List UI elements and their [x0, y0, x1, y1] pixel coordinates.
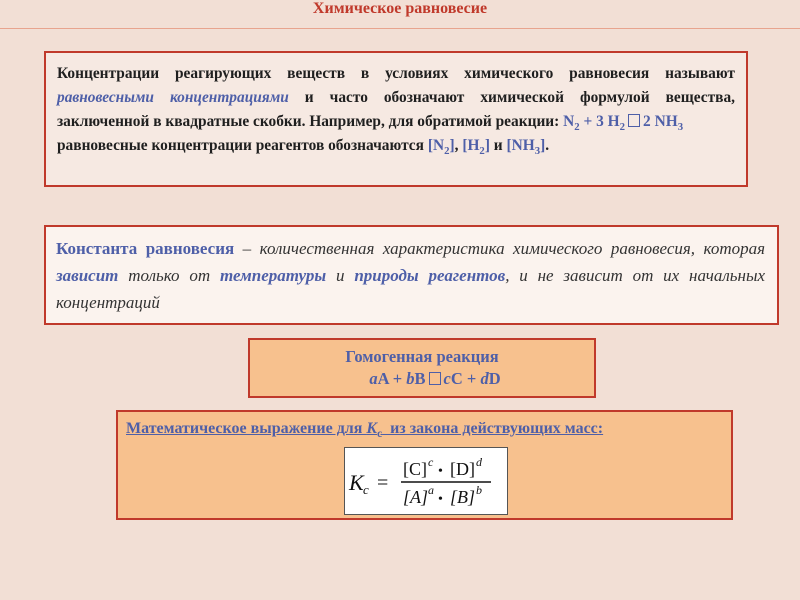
mass-action-heading: Математическое выражение для $K_c$ из закона действующих масс:	[126, 420, 604, 440]
equilibrium-constant-formula	[344, 447, 508, 515]
temperature-word: температуры	[219, 266, 327, 285]
equilibrium-constant-definition-box	[44, 225, 779, 325]
general-reaction-equation: aA + bB cC + dD	[369, 369, 501, 388]
slide-title: Химическое равновесие	[312, 0, 488, 17]
equilibrium-arrow-icon	[628, 114, 640, 127]
box1-text-part1: Концентрации реагирующих веществ в условиях химического равновесия называют	[57, 65, 735, 82]
formula-nh: 2 NH	[643, 113, 678, 130]
formula-n: N	[563, 113, 575, 130]
reversible-reaction-formula	[563, 113, 684, 133]
period: .	[545, 137, 550, 154]
numerator-c-exp: c	[428, 455, 434, 469]
conjunction: и	[489, 137, 507, 154]
separator: ,	[454, 137, 463, 154]
denominator-dot: •	[438, 492, 443, 507]
mass-action-law-box	[116, 410, 733, 520]
concentration-nh3: $[NH_3]$	[506, 137, 546, 157]
denominator-b-exp: b	[476, 483, 482, 497]
box1-text-part3: равновесные концентрации реагентов обозначаются	[57, 137, 428, 154]
only-from-text: только от	[118, 266, 220, 285]
equilibrium-concentrations-box	[44, 51, 748, 187]
and-word: и	[326, 266, 355, 285]
concentration-h2: $[H_2]$	[462, 137, 490, 157]
denominator-a-exp: a	[428, 483, 434, 497]
numerator-d-exp: d	[476, 455, 482, 469]
homogeneous-reaction-box	[248, 338, 596, 398]
equilibrium-concentrations-term: равновесными концентрациями	[57, 89, 289, 106]
formula-n-sub: 2	[574, 120, 580, 133]
numerator-dot: •	[438, 464, 443, 479]
equilibrium-constant-term: Константа равновесия	[56, 239, 235, 258]
reagents-nature-word: природы реагентов	[354, 266, 506, 285]
formula-k-sub: c	[363, 482, 369, 497]
definition-text: – количественная характеристика химического равновесия, которая	[234, 239, 765, 258]
box1-text-part2: и часто обозначают химической формулой вещества, заключенной в квадратные скобки. Например, для обратимой реакции:	[57, 89, 735, 130]
denominator-a: [A]	[403, 487, 429, 507]
formula-h-sub: 2	[619, 120, 626, 133]
numerator-d: [D]	[450, 459, 475, 479]
homogeneous-reaction-title: Гомогенная реакция	[345, 347, 499, 366]
definition-rest: , и не зависит от их начальных концентраций	[56, 266, 766, 312]
numerator-c: [C]	[403, 459, 427, 479]
title-divider	[0, 28, 800, 29]
denominator-b: [B]	[450, 487, 476, 507]
formula-h: + 3 H	[579, 113, 620, 130]
formula-svg	[345, 448, 507, 514]
depends-word: зависит	[56, 266, 119, 285]
formula-k: K	[349, 470, 364, 495]
formula-equals: =	[377, 472, 389, 494]
concentration-n2: $[N_2]$	[427, 137, 455, 157]
formula-nh-sub: 3	[677, 120, 684, 133]
equilibrium-arrow-icon	[429, 372, 441, 385]
